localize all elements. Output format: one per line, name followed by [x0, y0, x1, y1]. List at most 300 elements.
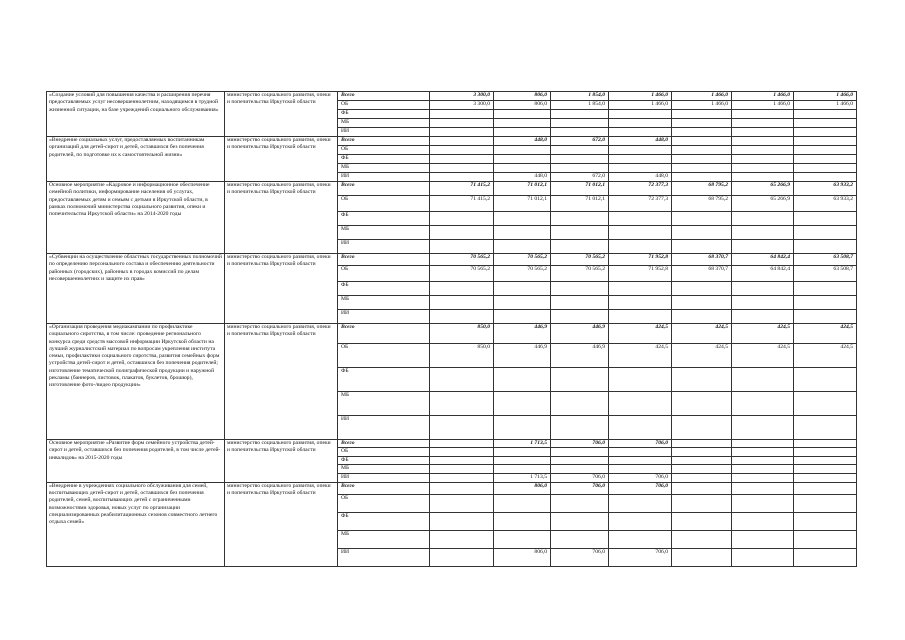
amount-cell: [732, 146, 794, 155]
amount-cell: [732, 164, 794, 173]
amount-cell: [430, 464, 494, 473]
amount-cell: [551, 155, 609, 164]
amount-cell: [609, 240, 672, 254]
amount-cell: [672, 282, 732, 296]
amount-cell: [732, 512, 794, 530]
amount-cell: [430, 392, 494, 416]
amount-cell: [672, 440, 732, 448]
amount-cell: [672, 119, 732, 128]
amount-cell: 64 842,4: [732, 254, 794, 266]
amount-cell: [609, 212, 672, 226]
amount-cell: [551, 146, 609, 155]
amount-cell: 70 565,2: [430, 266, 494, 282]
measure-name-cell: «Внедрение социальных услуг, предоставляемых воспитанникам организаций для детей-сирот и детей, оставшихся без попечения родителей, по подготовке их к самостоятельной жизни»: [47, 137, 225, 182]
funding-source-cell: МБ: [338, 392, 430, 416]
responsible-executor-cell: министерство социального развития, опеки и попечительства Иркутской области: [225, 482, 338, 566]
amount-cell: 64 842,4: [732, 266, 794, 282]
amount-cell: 424,5: [732, 344, 794, 368]
amount-cell: [672, 448, 732, 456]
amount-cell: [494, 448, 551, 456]
funding-source-cell: МБ: [338, 464, 430, 473]
amount-cell: [494, 368, 551, 392]
amount-cell: 446,9: [494, 324, 551, 344]
amount-cell: [794, 282, 857, 296]
amount-cell: [551, 368, 609, 392]
amount-cell: [551, 296, 609, 310]
funding-source-cell: ОБ: [338, 494, 430, 512]
amount-cell: [551, 110, 609, 119]
amount-cell: [672, 473, 732, 482]
funding-source-cell: ОБ: [338, 266, 430, 282]
amount-cell: [551, 464, 609, 473]
amount-cell: 68 370,7: [672, 254, 732, 266]
amount-cell: [794, 392, 857, 416]
amount-cell: [494, 226, 551, 240]
amount-cell: [672, 240, 732, 254]
funding-source-cell: ИИ: [338, 310, 430, 324]
amount-cell: [609, 494, 672, 512]
funding-source-cell: Всего: [338, 482, 430, 494]
amount-cell: 70 565,2: [494, 254, 551, 266]
funding-source-cell: ФБ: [338, 456, 430, 464]
amount-cell: [609, 226, 672, 240]
amount-cell: [732, 128, 794, 137]
amount-cell: [494, 282, 551, 296]
amount-cell: [430, 473, 494, 482]
amount-cell: [551, 282, 609, 296]
amount-cell: 70 565,2: [430, 254, 494, 266]
amount-cell: [794, 440, 857, 448]
budget-table-sheet: [46, 91, 856, 567]
amount-cell: [794, 548, 857, 566]
amount-cell: [609, 282, 672, 296]
funding-source-cell: МБ: [338, 226, 430, 240]
amount-cell: [672, 173, 732, 182]
amount-cell: [430, 530, 494, 548]
amount-cell: [494, 146, 551, 155]
funding-source-cell: ФБ: [338, 110, 430, 119]
funding-source-cell: ИИ: [338, 173, 430, 182]
amount-cell: 446,9: [551, 344, 609, 368]
amount-cell: 850,0: [430, 324, 494, 344]
amount-cell: [609, 464, 672, 473]
amount-cell: 424,5: [672, 344, 732, 368]
amount-cell: [609, 512, 672, 530]
amount-cell: [551, 212, 609, 226]
amount-cell: 71 012,1: [494, 196, 551, 212]
amount-cell: [732, 482, 794, 494]
table-row: [47, 182, 857, 196]
program-funding-table: [46, 91, 857, 567]
table-row: [47, 324, 857, 344]
amount-cell: [672, 155, 732, 164]
amount-cell: [430, 128, 494, 137]
amount-cell: 706,0: [551, 473, 609, 482]
amount-cell: [430, 119, 494, 128]
amount-cell: 424,5: [609, 344, 672, 368]
amount-cell: [732, 282, 794, 296]
amount-cell: 70 565,2: [494, 266, 551, 282]
amount-cell: [732, 392, 794, 416]
amount-cell: [732, 119, 794, 128]
responsible-executor-cell: министерство социального развития, опеки и попечительства Иркутской области: [225, 92, 338, 137]
measure-name-cell: Основное мероприятие «Развитие форм семейного устройства детей-сирот и детей, оставшихся без попечения родителей, в том числе детей-инвалидов» на 2015-2020 годы: [47, 440, 225, 483]
table-row: [47, 254, 857, 266]
amount-cell: 68 795,2: [672, 182, 732, 196]
amount-cell: [672, 164, 732, 173]
amount-cell: [732, 226, 794, 240]
funding-source-cell: ФБ: [338, 212, 430, 226]
amount-cell: 1 713,5: [494, 440, 551, 448]
amount-cell: [551, 128, 609, 137]
amount-cell: [430, 368, 494, 392]
amount-cell: [794, 296, 857, 310]
amount-cell: 71 012,1: [551, 196, 609, 212]
responsible-executor-cell: министерство социального развития, опеки и попечительства Иркутской области: [225, 324, 338, 440]
amount-cell: [551, 119, 609, 128]
table-row: [47, 92, 857, 101]
responsible-executor-cell: министерство социального развития, опеки и попечительства Иркутской области: [225, 137, 338, 182]
funding-source-cell: ФБ: [338, 282, 430, 296]
amount-cell: [551, 494, 609, 512]
amount-cell: 1 466,0: [672, 92, 732, 101]
funding-source-cell: МБ: [338, 530, 430, 548]
amount-cell: [794, 173, 857, 182]
amount-cell: [430, 155, 494, 164]
amount-cell: [430, 416, 494, 440]
responsible-executor-cell: министерство социального развития, опеки и попечительства Иркутской области: [225, 440, 338, 483]
funding-source-cell: МБ: [338, 296, 430, 310]
amount-cell: 68 795,2: [672, 196, 732, 212]
funding-source-cell: Всего: [338, 182, 430, 196]
amount-cell: 3 300,0: [430, 92, 494, 101]
amount-cell: 1 466,0: [609, 92, 672, 101]
amount-cell: [430, 164, 494, 173]
measure-name-cell: «Субвенции на осуществление областных государственных полномочий по определению персонального состава и обеспечению деятельности районных (городских), районных в городах комиссий по делам несовершеннолетних и защите их прав»: [47, 254, 225, 324]
amount-cell: [672, 310, 732, 324]
amount-cell: 424,5: [794, 324, 857, 344]
amount-cell: [794, 128, 857, 137]
amount-cell: 71 952,8: [609, 254, 672, 266]
amount-cell: [609, 448, 672, 456]
amount-cell: 424,5: [794, 344, 857, 368]
funding-source-cell: Всего: [338, 324, 430, 344]
amount-cell: [794, 530, 857, 548]
amount-cell: [609, 119, 672, 128]
amount-cell: 850,0: [430, 344, 494, 368]
amount-cell: 3 300,0: [430, 101, 494, 110]
amount-cell: [430, 296, 494, 310]
amount-cell: [494, 128, 551, 137]
amount-cell: 448,0: [609, 173, 672, 182]
funding-source-cell: ИИ: [338, 416, 430, 440]
amount-cell: [430, 240, 494, 254]
amount-cell: [672, 482, 732, 494]
amount-cell: [494, 119, 551, 128]
funding-source-cell: ОБ: [338, 196, 430, 212]
measure-name-cell: «Создание условий для повышения качества и расширения перечня предоставляемых услуг несовершеннолетним, находящимся в трудной жизненной ситуации, на базе учреждений социального обслуживания»: [47, 92, 225, 137]
amount-cell: [732, 155, 794, 164]
amount-cell: [609, 530, 672, 548]
amount-cell: [551, 448, 609, 456]
amount-cell: [672, 137, 732, 146]
amount-cell: [794, 482, 857, 494]
amount-cell: 424,5: [609, 324, 672, 344]
amount-cell: [794, 155, 857, 164]
amount-cell: [732, 110, 794, 119]
amount-cell: [672, 128, 732, 137]
measure-name-cell: «Внедрение в учреждениях социального обслуживания для семей, воспитывающих детей-сирот и детей, оставшихся без попечения родителей, семей, воспитывающих детей с ограниченными возможностями здоровья, новых услуг по организации специализированных реабилитационных сезонов совместного летнего отдыха семей»: [47, 482, 225, 566]
amount-cell: [494, 240, 551, 254]
amount-cell: [430, 512, 494, 530]
responsible-executor-cell: министерство социального развития, опеки и попечительства Иркутской области: [225, 254, 338, 324]
amount-cell: [551, 226, 609, 240]
amount-cell: 71 012,1: [551, 182, 609, 196]
amount-cell: 806,0: [494, 92, 551, 101]
amount-cell: [732, 464, 794, 473]
amount-cell: [609, 164, 672, 173]
funding-source-cell: ОБ: [338, 448, 430, 456]
amount-cell: 706,0: [609, 482, 672, 494]
amount-cell: 706,0: [609, 548, 672, 566]
amount-cell: [732, 448, 794, 456]
amount-cell: 1 466,0: [794, 101, 857, 110]
amount-cell: 72 377,3: [609, 196, 672, 212]
amount-cell: [551, 456, 609, 464]
amount-cell: 672,0: [551, 173, 609, 182]
table-row: [47, 482, 857, 494]
amount-cell: [794, 310, 857, 324]
amount-cell: [551, 392, 609, 416]
amount-cell: [732, 173, 794, 182]
table-row: [47, 137, 857, 146]
amount-cell: [732, 368, 794, 392]
amount-cell: 446,9: [551, 324, 609, 344]
funding-source-cell: ОБ: [338, 101, 430, 110]
amount-cell: [551, 240, 609, 254]
funding-source-cell: ИИ: [338, 240, 430, 254]
amount-cell: [430, 310, 494, 324]
amount-cell: [609, 416, 672, 440]
amount-cell: [609, 392, 672, 416]
amount-cell: 706,0: [609, 473, 672, 482]
amount-cell: [551, 164, 609, 173]
amount-cell: 65 266,9: [732, 182, 794, 196]
amount-cell: [430, 494, 494, 512]
amount-cell: [551, 512, 609, 530]
amount-cell: [494, 110, 551, 119]
amount-cell: [609, 456, 672, 464]
amount-cell: [494, 512, 551, 530]
amount-cell: 63 508,7: [794, 254, 857, 266]
funding-source-cell: Всего: [338, 254, 430, 266]
amount-cell: 706,0: [609, 440, 672, 448]
amount-cell: 68 370,7: [672, 266, 732, 282]
amount-cell: [794, 240, 857, 254]
amount-cell: [794, 473, 857, 482]
amount-cell: [430, 146, 494, 155]
funding-source-cell: Всего: [338, 92, 430, 101]
amount-cell: [794, 119, 857, 128]
amount-cell: [672, 110, 732, 119]
amount-cell: 1 466,0: [609, 101, 672, 110]
amount-cell: 71 952,8: [609, 266, 672, 282]
amount-cell: [794, 146, 857, 155]
amount-cell: [430, 548, 494, 566]
funding-source-cell: ИИ: [338, 128, 430, 137]
amount-cell: 1 466,0: [672, 101, 732, 110]
amount-cell: 71 415,2: [430, 182, 494, 196]
amount-cell: [672, 512, 732, 530]
amount-cell: [494, 456, 551, 464]
amount-cell: 71 012,1: [494, 182, 551, 196]
funding-source-cell: ФБ: [338, 512, 430, 530]
amount-cell: 448,0: [609, 137, 672, 146]
amount-cell: [794, 164, 857, 173]
amount-cell: 72 377,3: [609, 182, 672, 196]
amount-cell: 448,0: [494, 173, 551, 182]
amount-cell: [794, 456, 857, 464]
amount-cell: 448,0: [494, 137, 551, 146]
amount-cell: [794, 110, 857, 119]
amount-cell: [732, 296, 794, 310]
amount-cell: [672, 368, 732, 392]
amount-cell: [609, 368, 672, 392]
amount-cell: [551, 416, 609, 440]
amount-cell: [551, 310, 609, 324]
amount-cell: [732, 530, 794, 548]
amount-cell: [672, 456, 732, 464]
amount-cell: 70 565,2: [551, 266, 609, 282]
amount-cell: 65 266,9: [732, 196, 794, 212]
amount-cell: [732, 473, 794, 482]
amount-cell: 1 466,0: [732, 101, 794, 110]
measure-name-cell: «Организация проведения медиакампании по профилактике социального сиротства, в том числе: проведение регионального конкурса среди средств массовой информации Иркутской области на лучший журналистский материал по вопросам укрепления института семьи, профилактики социального сиротства, развития семейных форм устройства детей-сирот и детей, оставшихся без попечения родителей; изготовление тематической полиграфической продукции и наружной рекламы (баннеров, листовок, плакатов, буклетов, брошюр), изготовление фото-/видео продукции»: [47, 324, 225, 440]
amount-cell: [794, 137, 857, 146]
funding-source-cell: ФБ: [338, 155, 430, 164]
amount-cell: 63 508,7: [794, 266, 857, 282]
amount-cell: [672, 296, 732, 310]
amount-cell: [430, 173, 494, 182]
amount-cell: [494, 212, 551, 226]
amount-cell: [494, 296, 551, 310]
amount-cell: [430, 226, 494, 240]
funding-source-cell: ОБ: [338, 146, 430, 155]
amount-cell: [494, 310, 551, 324]
funding-source-cell: ИИ: [338, 548, 430, 566]
amount-cell: [609, 110, 672, 119]
amount-cell: [732, 240, 794, 254]
amount-cell: [430, 110, 494, 119]
funding-source-cell: ОБ: [338, 344, 430, 368]
amount-cell: [672, 416, 732, 440]
funding-source-cell: ФБ: [338, 368, 430, 392]
amount-cell: [794, 416, 857, 440]
amount-cell: [794, 512, 857, 530]
amount-cell: [794, 464, 857, 473]
amount-cell: 1 713,5: [494, 473, 551, 482]
amount-cell: 672,0: [551, 137, 609, 146]
amount-cell: 706,0: [551, 548, 609, 566]
funding-source-cell: Всего: [338, 137, 430, 146]
table-row: [47, 440, 857, 448]
amount-cell: [609, 310, 672, 324]
amount-cell: [732, 416, 794, 440]
amount-cell: [672, 392, 732, 416]
amount-cell: [732, 212, 794, 226]
amount-cell: [672, 494, 732, 512]
amount-cell: 706,0: [551, 482, 609, 494]
amount-cell: [494, 155, 551, 164]
amount-cell: [494, 392, 551, 416]
amount-cell: [732, 494, 794, 512]
amount-cell: [430, 482, 494, 494]
amount-cell: [672, 530, 732, 548]
amount-cell: 1 466,0: [794, 92, 857, 101]
amount-cell: [609, 296, 672, 310]
amount-cell: [672, 464, 732, 473]
amount-cell: [551, 530, 609, 548]
amount-cell: 71 415,2: [430, 196, 494, 212]
amount-cell: 424,5: [672, 324, 732, 344]
amount-cell: [609, 128, 672, 137]
amount-cell: [794, 226, 857, 240]
responsible-executor-cell: министерство социального развития, опеки и попечительства Иркутской области: [225, 182, 338, 254]
amount-cell: 806,0: [494, 482, 551, 494]
amount-cell: 806,0: [494, 101, 551, 110]
amount-cell: [732, 548, 794, 566]
amount-cell: [494, 494, 551, 512]
amount-cell: [609, 155, 672, 164]
amount-cell: 1 466,0: [732, 92, 794, 101]
amount-cell: 446,9: [494, 344, 551, 368]
amount-cell: 424,5: [732, 324, 794, 344]
funding-source-cell: МБ: [338, 164, 430, 173]
amount-cell: [794, 494, 857, 512]
amount-cell: [732, 137, 794, 146]
amount-cell: [672, 226, 732, 240]
amount-cell: [430, 448, 494, 456]
amount-cell: [430, 282, 494, 296]
amount-cell: [494, 164, 551, 173]
amount-cell: [732, 310, 794, 324]
amount-cell: 806,0: [494, 548, 551, 566]
amount-cell: 70 565,2: [551, 254, 609, 266]
amount-cell: [672, 548, 732, 566]
amount-cell: [430, 212, 494, 226]
amount-cell: [794, 212, 857, 226]
amount-cell: [732, 456, 794, 464]
funding-source-cell: Всего: [338, 440, 430, 448]
amount-cell: [430, 137, 494, 146]
measure-name-cell: Основное мероприятие «Кадровое и информационное обеспечение семейной политики, информирование населения об услугах, предоставляемых детям и семьям с детьми в Иркутской области, в рамках полномочий министерства социального развития, опеки и попечительства Иркутской области» на 2014-2020 годы: [47, 182, 225, 254]
amount-cell: 1 854,0: [551, 92, 609, 101]
amount-cell: [609, 146, 672, 155]
amount-cell: [732, 440, 794, 448]
amount-cell: [494, 464, 551, 473]
amount-cell: [494, 416, 551, 440]
amount-cell: [430, 456, 494, 464]
amount-cell: [430, 440, 494, 448]
amount-cell: 63 933,2: [794, 196, 857, 212]
funding-source-cell: МБ: [338, 119, 430, 128]
amount-cell: [794, 448, 857, 456]
amount-cell: 63 933,2: [794, 182, 857, 196]
amount-cell: [494, 530, 551, 548]
amount-cell: [794, 368, 857, 392]
amount-cell: [672, 212, 732, 226]
amount-cell: [672, 146, 732, 155]
